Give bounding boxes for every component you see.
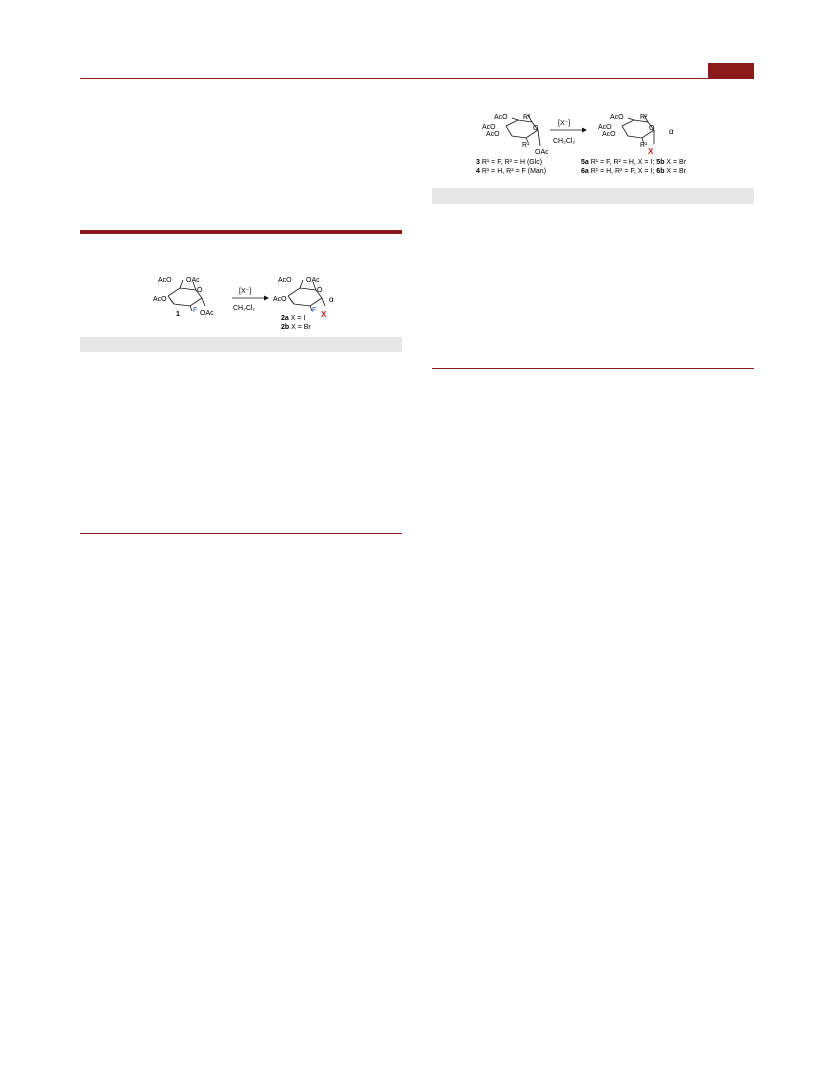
pr-c6-label: AcO (278, 277, 292, 284)
pr-fluorine-label: F (312, 307, 317, 314)
scheme-1-starting-material (168, 280, 205, 311)
pr-c4-label: OAc (306, 277, 320, 284)
pr2-c3-label: AcO (602, 131, 616, 138)
sm2-c3-label: AcO (486, 131, 500, 138)
sm2-ring-oxygen: O (533, 125, 539, 132)
pr2-c6-label: AcO (610, 114, 624, 121)
compound-3-label: 3 R¹ = F, R² = H (Glc) (476, 159, 543, 166)
sm2-r1-label: R¹ (522, 142, 530, 149)
header-rule (80, 78, 754, 79)
section-bar (80, 230, 402, 234)
halide-x-label-2: X (648, 147, 654, 156)
scheme-2 (470, 110, 730, 182)
solvent-label-2: CH₂Cl₂ (553, 138, 576, 145)
reagent-label: [X⁻] (239, 288, 252, 295)
scheme-2-arrow (550, 128, 587, 133)
sm-c6-label: AcO (158, 277, 172, 284)
pr2-r2-label: R² (640, 114, 648, 121)
sm-anomeric-label: OAc (200, 310, 214, 317)
table-2-header (432, 188, 754, 204)
scheme-1-arrow (232, 296, 269, 301)
table-1-bottom-rule (80, 533, 402, 534)
compound-5-label: 5a R¹ = F, R² = H, X = I; 5b X = Br (581, 159, 687, 166)
scheme-1-product (288, 280, 325, 311)
sm2-r2-label: R² (523, 114, 531, 121)
product-2b-label: 2b X = Br (281, 324, 311, 331)
alpha-label: α (329, 295, 334, 304)
table-2-bottom-rule (432, 368, 754, 369)
pr2-c4-label: AcO (598, 124, 612, 131)
pr2-ring-oxygen: O (649, 125, 655, 132)
compound-1-label: 1 (176, 311, 180, 318)
halide-x-label: X (321, 310, 327, 319)
scheme-1 (150, 268, 370, 336)
table-1-header (80, 337, 402, 352)
sm2-c4-label: AcO (482, 124, 496, 131)
solvent-label: CH₂Cl₂ (233, 305, 256, 312)
header-tab (708, 63, 754, 78)
sm2-c6-label: AcO (494, 114, 508, 121)
alpha-label-2: α (669, 127, 674, 136)
pr-c3-label: AcO (273, 296, 287, 303)
sm-fluorine-label: F (193, 307, 198, 314)
pr-ring-oxygen: O (317, 287, 323, 294)
pr2-r1-label: R¹ (640, 142, 648, 149)
sm-c4-label: OAc (186, 277, 200, 284)
sm-c3-label: AcO (153, 296, 167, 303)
compound-6-label: 6a R¹ = H, R² = F, X = I; 6b X = Br (581, 168, 687, 175)
compound-4-label: 4 R¹ = H, R² = F (Man) (476, 168, 547, 175)
sm2-anomeric-label: OAc (535, 149, 549, 156)
product-2a-label: 2a X = I (281, 315, 306, 322)
reagent-label-2: [X⁻] (558, 120, 571, 127)
sm-ring-oxygen: O (197, 287, 203, 294)
